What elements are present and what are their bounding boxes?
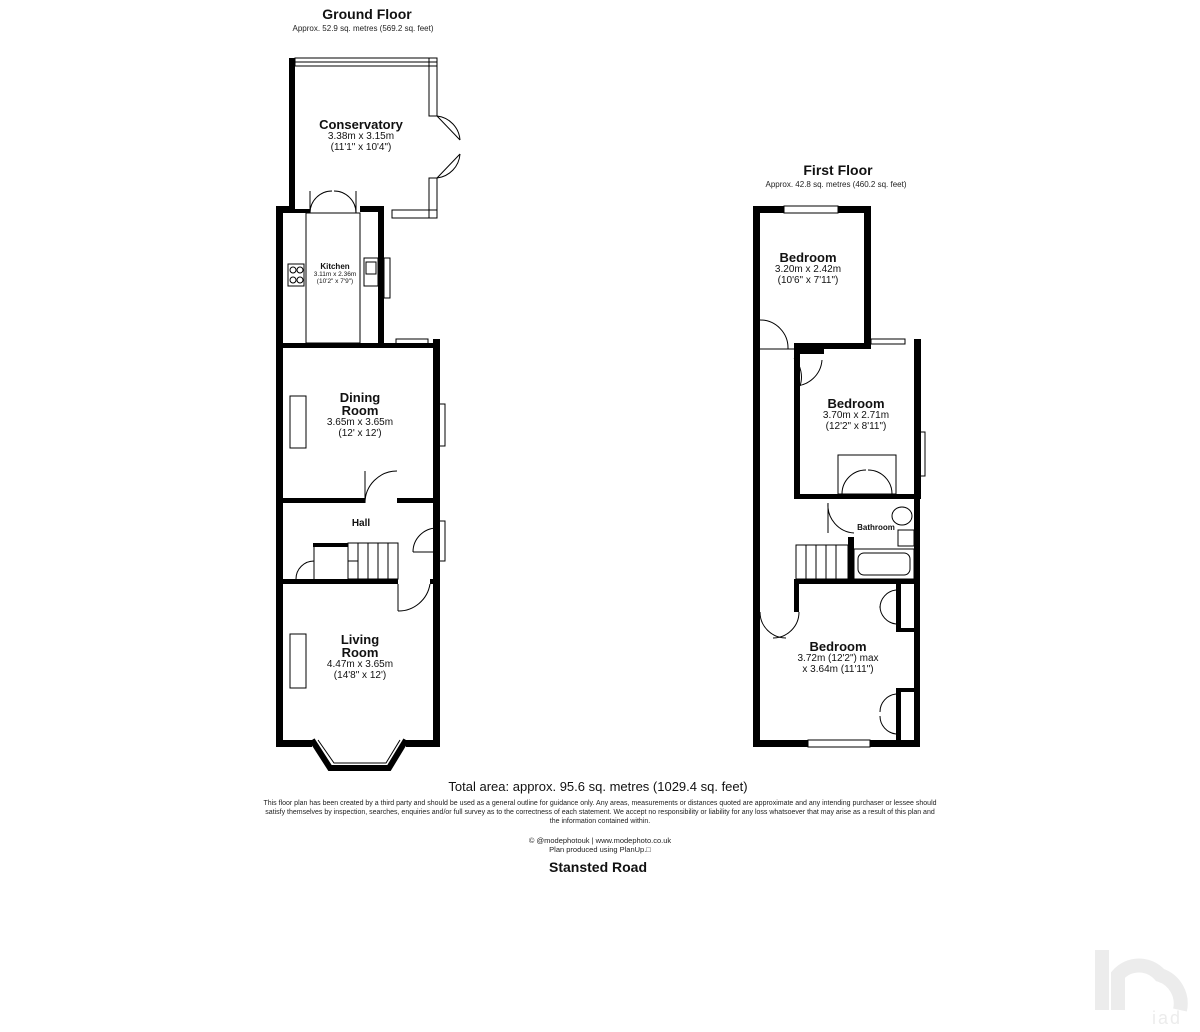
- room-dim-metric: 3.20m x 2.42m: [774, 264, 842, 275]
- room-label-living: [327, 633, 393, 681]
- iad-logo-watermark: [1102, 950, 1181, 1010]
- room-name-line1: Living: [340, 632, 380, 647]
- room-name: Kitchen: [320, 262, 350, 271]
- room-name-line2: Room: [341, 403, 379, 418]
- room-dim-imperial: (12'2" x 8'11"): [825, 421, 887, 432]
- room-name-line1: Dining: [339, 390, 381, 405]
- room-label-bedroom-middle: [823, 397, 889, 432]
- room-dim-metric: 3.72m (12'2") max: [797, 653, 879, 664]
- room-dim-imperial: (14'8" x 12'): [333, 670, 387, 681]
- first-floor-title: First Floor: [803, 162, 873, 178]
- room-label-hall: Hall: [351, 518, 371, 529]
- room-dim-metric: 3.65m x 3.65m: [326, 417, 394, 428]
- room-dim-imperial: x 3.64m (11'11"): [802, 664, 874, 675]
- disclaimer-line: This floor plan has been created by a third party and should be used as a general outline for guidance only. Any areas, measurements or distances quoted are approximate and any intending purchaser or lessee should: [263, 800, 937, 807]
- room-label-bedroom-bottom: [797, 640, 878, 675]
- room-name: Conservatory: [319, 117, 403, 132]
- property-address: Stansted Road: [548, 859, 648, 875]
- room-name-line2: Room: [341, 645, 379, 660]
- room-label-dining: [327, 391, 393, 439]
- room-label-conservatory: [319, 118, 403, 153]
- room-dim-metric: 4.47m x 3.65m: [326, 659, 394, 670]
- disclaimer-line: the information contained within.: [549, 818, 651, 825]
- hall-fixtures: [296, 521, 445, 611]
- room-dim-imperial: (12' x 12'): [338, 428, 382, 439]
- room-dim-metric: 3.70m x 2.71m: [822, 410, 890, 421]
- room-name: Bedroom: [827, 396, 885, 411]
- room-name: Bedroom: [779, 250, 837, 265]
- credits: [400, 836, 800, 854]
- credit-line: Plan produced using PlanUp.□: [549, 845, 651, 854]
- credit-line: © @modephotouk | www.modephoto.co.uk: [528, 836, 672, 845]
- watermark-text: iad: [1152, 1008, 1183, 1028]
- disclaimer-line: satisfy themselves by inspection, searches, enquiries and/or full survey as to the correctness of each statement. We accept no responsibility or liability for any loss whatsoever that may arise as a result of this plan and: [265, 809, 935, 816]
- room-dim-imperial: (10'6" x 7'11"): [777, 275, 839, 286]
- total-area: Total area: approx. 95.6 sq. metres (1029.4 sq. feet): [448, 779, 748, 794]
- room-label-bathroom: Bathroom: [857, 523, 895, 532]
- room-label-kitchen: [314, 262, 357, 285]
- room-label-bedroom-top: [775, 251, 841, 286]
- room-name: Bedroom: [809, 639, 867, 654]
- ground-floor-title: Ground Floor: [322, 6, 412, 22]
- room-dim-metric: 3.11m x 2.36m: [313, 271, 357, 278]
- ground-floor-area: Approx. 52.9 sq. metres (569.2 sq. feet): [292, 24, 434, 33]
- room-dim-metric: 3.38m x 3.15m: [327, 131, 395, 142]
- disclaimer: [200, 799, 1000, 826]
- first-floor-area: Approx. 42.8 sq. metres (460.2 sq. feet): [765, 180, 907, 189]
- room-dim-imperial: (10'2" x 7'9"): [316, 278, 354, 285]
- room-dim-imperial: (11'1" x 10'4"): [330, 142, 392, 153]
